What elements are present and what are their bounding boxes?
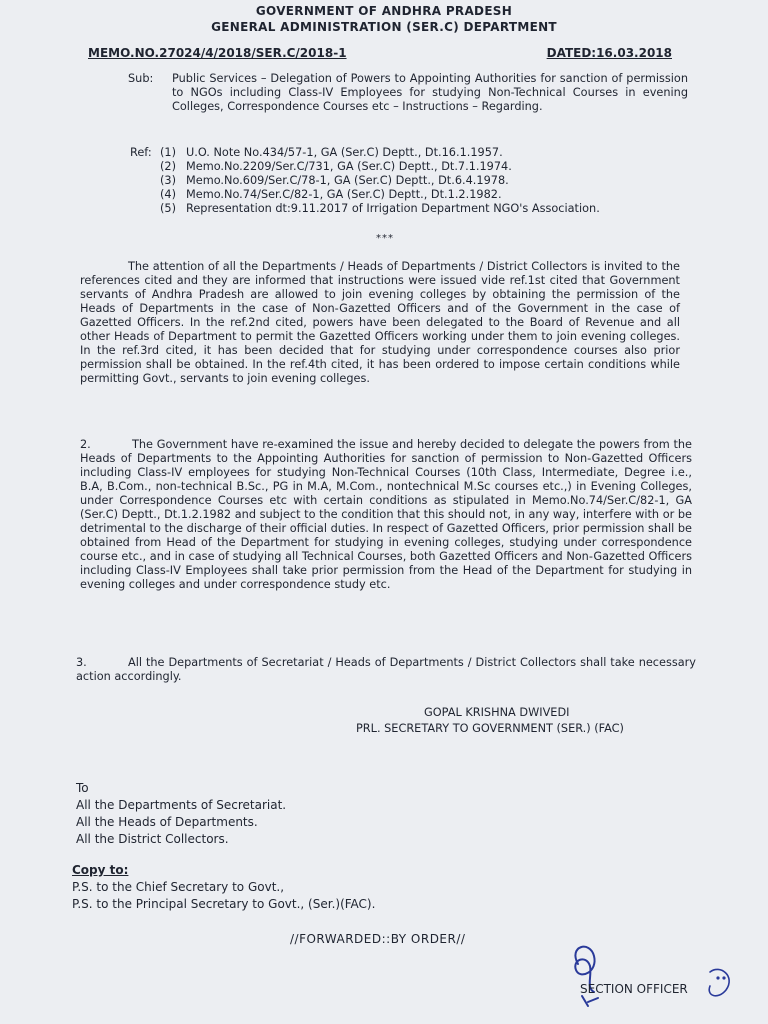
copy-title: Copy to:: [72, 863, 129, 877]
paragraph-3-text: All the Departments of Secretariat / Heads of Departments / District Collectors shall take necessary action accordingly.: [76, 656, 696, 683]
reference-item: [160, 160, 650, 174]
header-government: GOVERNMENT OF ANDHRA PRADESH: [255, 4, 513, 18]
signatory-designation: PRL. SECRETARY TO GOVERNMENT (SER.) (FAC): [356, 722, 624, 735]
signatory-name: GOPAL KRISHNA DWIVEDI: [424, 706, 570, 719]
paragraph-1-text: The attention of all the Departments / Heads of Departments / District Collectors is invited to the references cited and they are informed that instructions were issued vide ref.1st cited that Government servants of Andhra Pradesh are allowed to join evening colleges by obtaining the permission of the Heads of Departments in the case of Non-Gazetted Officers and of the Government in the case of Gazetted Officers. In the ref.2nd cited, powers have been delegated to the Board of Revenue and all other Heads of Department to permit the Gazetted Officers working under them to join evening colleges. In the ref.3rd cited, it has been decided that for studying under correspondence courses also prior permission shall be obtained. In the ref.4th cited, it has been ordered to impose certain conditions while permitting Govt., servants to join evening colleges.: [80, 260, 680, 385]
reference-number: (4): [160, 188, 177, 201]
to-line: All the District Collectors.: [76, 832, 229, 846]
reference-number: (2): [160, 160, 177, 173]
reference-text: Memo.No.2209/Ser.C/731, GA (Ser.C) Deptt., Dt.7.1.1974.: [186, 160, 512, 173]
paragraph-2: [80, 438, 692, 592]
to-line: All the Departments of Secretariat.: [76, 798, 287, 812]
reference-number: (1): [160, 146, 177, 159]
paragraph-2-number: 2.: [80, 438, 91, 451]
reference-item: [160, 174, 650, 188]
officer-signature-icon: [560, 936, 740, 1022]
to-block: [76, 780, 286, 848]
reference-text: U.O. Note No.434/57-1, GA (Ser.C) Deptt., Dt.16.1.1957.: [186, 146, 503, 159]
section-officer-label: SECTION OFFICER: [580, 982, 688, 996]
reference-text: Memo.No.609/Ser.C/78-1, GA (Ser.C) Deptt., Dt.6.4.1978.: [186, 174, 509, 187]
references-block: [130, 146, 650, 216]
reference-number: (3): [160, 174, 177, 187]
copy-line: P.S. to the Principal Secretary to Govt., (Ser.)(FAC).: [72, 897, 376, 911]
subject-block: [128, 72, 688, 114]
memo-number-row: [88, 46, 672, 60]
paragraph-3-number: 3.: [76, 656, 87, 669]
reference-text: Representation dt:9.11.2017 of Irrigation Department NGO's Association.: [186, 202, 600, 215]
reference-text: Memo.No.74/Ser.C/82-1, GA (Ser.C) Deptt., Dt.1.2.1982.: [186, 188, 502, 201]
forwarded-by-order: //FORWARDED::BY ORDER//: [290, 932, 466, 946]
reference-item: [160, 202, 650, 216]
references-list: [130, 146, 650, 216]
copy-block: [72, 862, 375, 913]
subject-text: Public Services – Delegation of Powers to Appointing Authorities for sanction of permission to NGOs including Class-IV Employees for studying Non-Technical Courses in evening Colleges, Correspondence Courses etc – Instructions – Regarding.: [172, 72, 688, 113]
reference-item: [160, 188, 650, 202]
separator-stars: ***: [376, 233, 394, 244]
header-department: GENERAL ADMINISTRATION (SER.C) DEPARTMENT: [211, 20, 557, 34]
subject-label: Sub:: [128, 72, 154, 85]
copy-line: P.S. to the Chief Secretary to Govt.,: [72, 880, 285, 894]
paragraph-1: [80, 260, 680, 386]
to-line: All the Heads of Departments.: [76, 815, 258, 829]
reference-item: [160, 146, 650, 160]
memo-number: MEMO.NO.27024/4/2018/SER.C/2018-1: [88, 46, 347, 60]
memo-date: DATED:16.03.2018: [546, 46, 672, 60]
reference-number: (5): [160, 202, 177, 215]
to-label: To: [76, 781, 89, 795]
references-label: Ref:: [130, 146, 152, 159]
paragraph-2-text: The Government have re-examined the issue and hereby decided to delegate the powers from the Heads of Departments to the Appointing Authorities for sanction of permission to Non-Gazetted Officers including Class-IV employees for studying Non-Technical Courses (10th Class, Intermediate, Degree i.e., B.A, B.Com., non-technical B.Sc., PG in M.A, M.Com., nontechnical M.Sc courses etc.,) in Evening Colleges, under Correspondence Courses etc with certain conditions as stipulated in Memo.No.74/Ser.C/82-1, GA (Ser.C) Deptt., Dt.1.2.1982 and subject to the condition that this should not, in any way, interfere with or be detrimental to the discharge of their official duties. In respect of Gazetted Officers, prior permission shall be obtained from Head of the Department for studying in evening colleges, studying under correspondence course etc., and in case of studying all Technical Courses, both Gazetted Officers and Non-Gazetted Officers including Class-IV Employees shall take prior permission from the Head of the Department for studying in evening colleges and under correspondence study etc.: [80, 438, 692, 591]
paragraph-3: [76, 656, 696, 684]
